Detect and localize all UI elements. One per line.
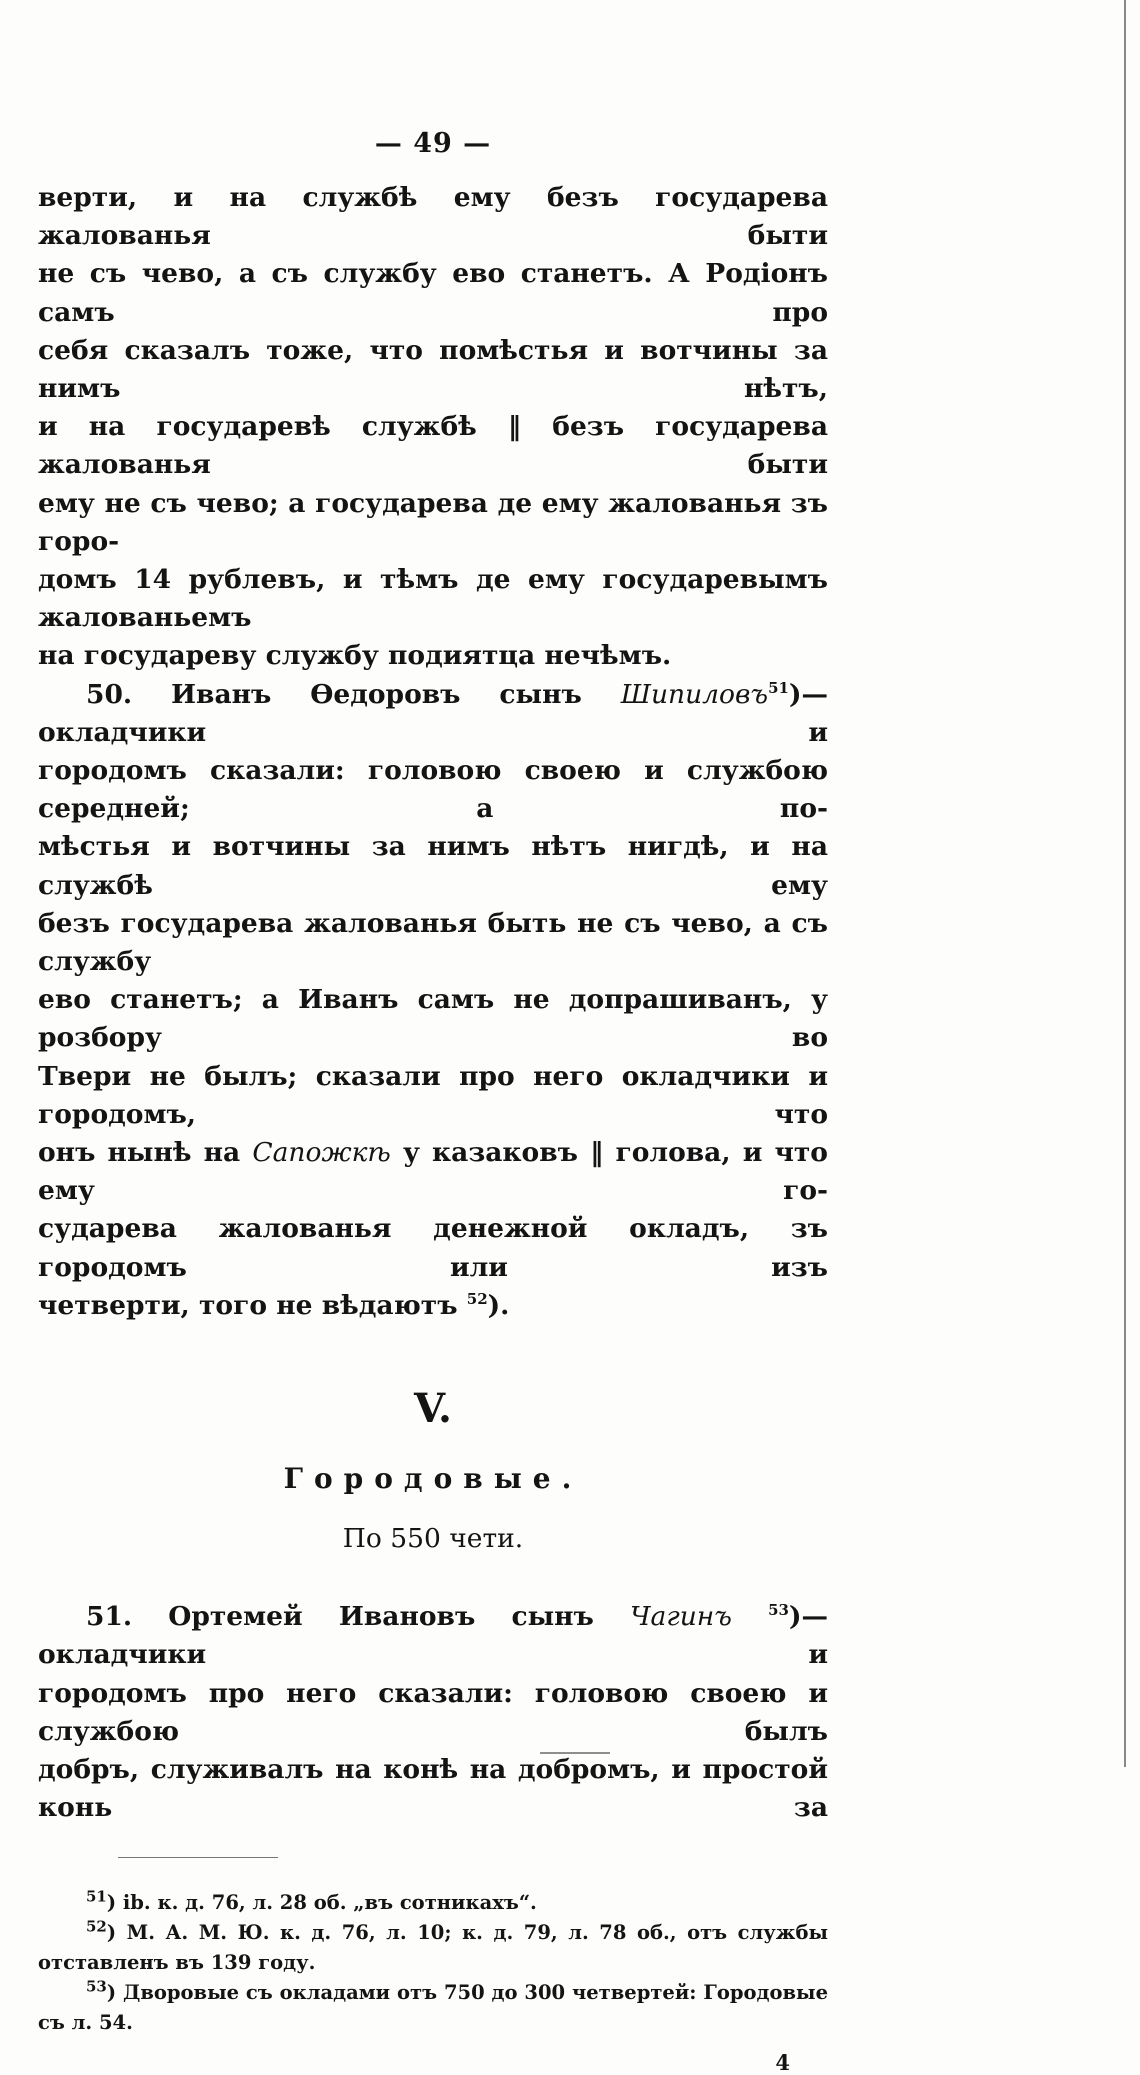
text-line: городомъ сказали: головою своею и службою середней; а по-: [38, 755, 828, 825]
text-line: сударева жалованья денежной окладъ, зъ городомъ или изъ: [38, 1213, 828, 1283]
text-line: безъ государева жалованья быть не съ чево, а съ службу: [38, 907, 828, 978]
text-line: не съ чево, а съ службу ево станетъ. А Родіонъ самъ про: [38, 258, 828, 328]
section-subtitle: По 550 чети.: [342, 1523, 524, 1555]
entry-51-rest: )—окладчики и: [38, 1601, 828, 1671]
footnote-mark: 51: [86, 1887, 107, 1906]
entry-51: [38, 1598, 828, 1827]
footnote-ref-53: 53: [768, 1601, 789, 1620]
text-line: ему не съ чево; а государева де ему жалованья зъ горо-: [38, 487, 828, 557]
footnote-52: [38, 1918, 828, 1978]
footnote-mark: 52: [86, 1917, 107, 1936]
text-line: Твери не былъ; сказали про него окладчики и городомъ, что: [38, 1060, 828, 1130]
page-number: — 49 —: [374, 128, 492, 159]
entry-50-name: Шипиловъ: [620, 678, 769, 710]
text-fragment: ).: [487, 1289, 510, 1321]
continuation-text: [38, 179, 828, 676]
text-line: ево станетъ; а Иванъ самъ не допрашиванъ, у розбору во: [38, 984, 828, 1054]
text-line: добръ, служивалъ на конѣ на добромъ, и простой конь за: [38, 1753, 828, 1824]
text-line: на государеву службу подиятца нечѣмъ.: [38, 640, 672, 672]
scan-mark: [540, 1752, 610, 1754]
footnote-ref-52: 52: [466, 1290, 488, 1309]
text-fragment: онъ нынѣ на: [38, 1137, 241, 1169]
section-title: Городовые.: [283, 1462, 583, 1496]
text-line: [38, 1134, 828, 1210]
entry-50-lead: 50. Иванъ Ѳедоровъ сынъ: [86, 678, 582, 710]
scan-edge: [1124, 0, 1126, 1767]
book-page: [38, 128, 828, 2075]
entry-50-rest: )—окладчики и: [38, 678, 828, 748]
text-line: и на государевѣ службѣ ‖ безъ государева жалованья быти: [38, 411, 828, 481]
text-line: себя сказалъ тоже, что помѣстья и вотчины за нимъ нѣтъ,: [38, 334, 828, 405]
signature-mark: 4: [775, 2050, 790, 2075]
footnote-mark: 53: [86, 1977, 107, 1996]
entry-50: [38, 676, 828, 1325]
section-numeral: V.: [414, 1385, 452, 1433]
entry-50-first-line: [38, 676, 828, 752]
footnote-ref-51: 51: [768, 678, 789, 697]
place-name: Сапожкѣ: [252, 1137, 391, 1169]
text-line: городомъ про него сказали: головою своею и службою былъ: [38, 1677, 828, 1747]
text-fragment: четверти, того не вѣдаютъ: [38, 1289, 458, 1321]
entry-51-name: Чагинъ: [630, 1601, 732, 1633]
entry-51-lead: 51. Ортемей Ивановъ сынъ: [86, 1601, 594, 1633]
text-line: мѣстья и вотчины за нимъ нѣтъ нигдѣ, и на службѣ ему: [38, 831, 828, 901]
footnote-51: [38, 1888, 828, 1918]
entry-51-first-line: [38, 1598, 828, 1674]
footnote-text: ) Дворовые съ окладами отъ 750 до 300 четвертей: Городовые съ л. 54.: [38, 1981, 828, 2035]
text-fragment: у казаковъ ‖ голова, и что ему го-: [38, 1137, 828, 1207]
footnote-text: ) ib. к. д. 76, л. 28 об. „въ сотникахъ“.: [106, 1891, 537, 1915]
text-line: верти, и на службѣ ему безъ государева жалованья быти: [38, 182, 828, 252]
footnote-53: [38, 1978, 828, 2038]
text-line: [38, 1287, 828, 1325]
footnote-separator: [118, 1857, 278, 1858]
text-line: домъ 14 рублевъ, и тѣмъ де ему государевымъ жалованьемъ: [38, 564, 828, 634]
footnote-text: ) М. А. М. Ю. к. д. 76, л. 10; к. д. 79, л. 78 об., отъ службы отставленъ въ 139 году.: [38, 1921, 828, 1975]
footnotes: [38, 1888, 828, 2038]
